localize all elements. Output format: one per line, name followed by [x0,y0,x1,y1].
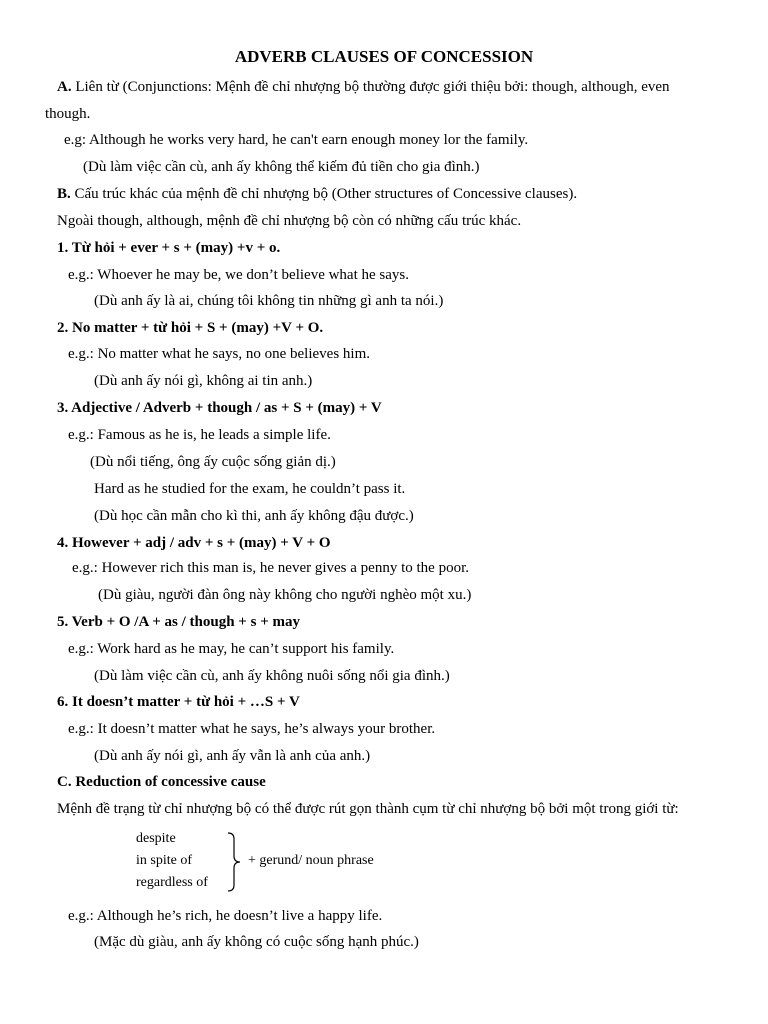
section-a-line2: though. [45,106,91,122]
section-c-translation: (Mặc dù giàu, anh ấy không có cuộc sống hạnh phúc.) [94,934,419,950]
section-a-label: A. [57,79,72,95]
structure-2-translation: (Dù anh ấy nói gì, không ai tin anh.) [94,373,313,389]
structure-3-heading: 3. Adjective / Adverb + though / as + S + (may) + V [57,400,382,416]
section-b-text: Cấu trúc khác của mệnh đề chỉ nhượng bộ (Other structures of Concessive clauses). [70,186,578,202]
structure-2-example: e.g.: No matter what he says, no one believes him. [68,346,371,362]
section-a-example: e.g: Although he works very hard, he can't earn enough money lor the family. [64,132,529,148]
structure-3-example: e.g.: Famous as he is, he leads a simple life. [68,427,331,443]
structure-3-example-2: Hard as he studied for the exam, he couldn’t pass it. [94,481,406,497]
structure-4-example: e.g.: However rich this man is, he never gives a penny to the poor. [72,560,469,576]
section-b-label: B. [57,186,71,202]
structure-6-example: e.g.: It doesn’t matter what he says, he’s always your brother. [68,721,436,737]
structure-6-translation: (Dù anh ấy nói gì, anh ấy vẫn là anh của anh.) [94,748,371,764]
structure-1-example: e.g.: Whoever he may be, we don’t believe what he says. [68,267,410,283]
structure-1-heading: 1. Từ hỏi + ever + s + (may) +v + o. [57,240,281,256]
structure-1-translation: (Dù anh ấy là ai, chúng tôi không tin những gì anh ta nói.) [94,293,444,309]
preposition-in-spite-of: in spite of [136,853,192,868]
section-c-heading: C. Reduction of concessive cause [57,774,266,790]
reduction-diagram [136,828,396,894]
structure-4-translation: (Dù giàu, người đàn ông này không cho người nghèo một xu.) [98,587,472,603]
section-a-line1 [57,78,670,96]
right-brace-icon [226,832,242,892]
preposition-regardless-of: regardless of [136,875,208,890]
page-title: ADVERB CLAUSES OF CONCESSION [234,47,534,66]
section-c-example: e.g.: Although he’s rich, he doesn’t live a happy life. [68,908,383,924]
section-b-line2: Ngoài though, although, mệnh đề chỉ nhượng bộ còn có những cấu trúc khác. [57,213,522,229]
structure-4-heading: 4. However + adj / adv + s + (may) + V + O [57,535,331,551]
section-a-translation: (Dù làm việc cần cù, anh ấy không thể kiếm đủ tiền cho gia đình.) [83,159,480,175]
structure-3-translation: (Dù nổi tiếng, ông ấy cuộc sống giản dị.) [90,454,336,470]
section-b-line1 [57,185,577,203]
structure-5-example: e.g.: Work hard as he may, he can’t support his family. [68,641,395,657]
structure-3-translation-2: (Dù học cần mẫn cho kì thi, anh ấy không đậu được.) [94,508,414,524]
structure-5-translation: (Dù làm việc cần cù, anh ấy không nuôi sống nổi gia đình.) [94,668,450,684]
section-a-text: Liên từ (Conjunctions: Mệnh đề chỉ nhượng bộ thường được giới thiệu bởi: though, although, even [71,79,670,95]
preposition-despite: despite [136,831,176,846]
gerund-noun-phrase: + gerund/ noun phrase [248,853,374,868]
structure-5-heading: 5. Verb + O /A + as / though + s + may [57,614,300,630]
structure-6-heading: 6. It doesn’t matter + từ hỏi + …S + V [57,694,300,710]
section-c-intro: Mệnh đề trạng từ chỉ nhượng bộ có thể được rút gọn thành cụm từ chỉ nhượng bộ bởi một trong giới từ: [57,801,679,817]
structure-2-heading: 2. No matter + từ hỏi + S + (may) +V + O. [57,320,324,336]
